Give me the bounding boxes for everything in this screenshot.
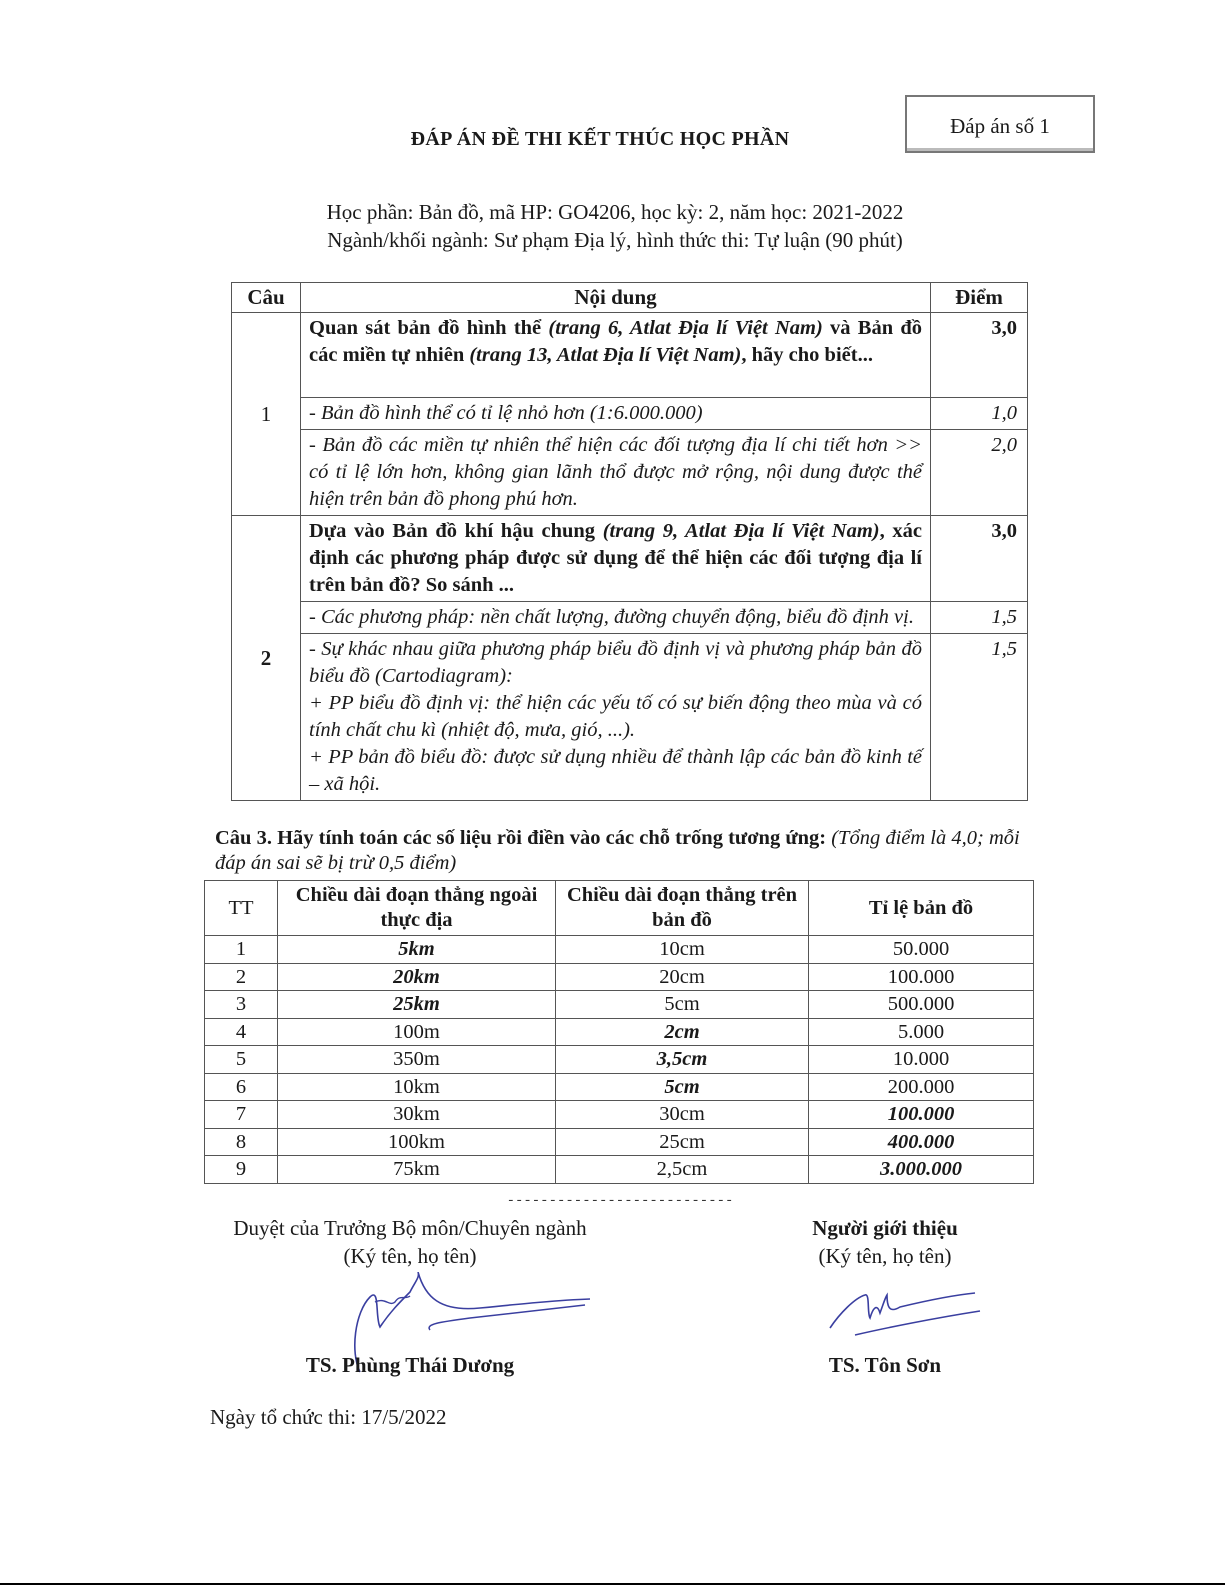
cell-scale: 50.000 <box>809 936 1034 964</box>
cell-map-length: 3,5cm <box>556 1046 809 1074</box>
q2-ref: (trang 9, Atlat Địa lí Việt Nam) <box>602 520 880 542</box>
q3-instruction <box>215 826 1035 876</box>
sign-instruction-left: (Ký tên, họ tên) <box>343 1244 477 1268</box>
cell-field-length: 10km <box>278 1073 556 1101</box>
cell-map-length: 2cm <box>556 1018 809 1046</box>
cell-field-length: 25km <box>278 991 556 1019</box>
separator-line: --------------------------- <box>506 1193 734 1209</box>
q1-answer-1-points: 1,0 <box>931 398 1028 430</box>
cell-tt: 5 <box>205 1046 278 1074</box>
document-title: ĐÁP ÁN ĐỀ THI KẾT THÚC HỌC PHẦN <box>410 128 790 150</box>
q1-question-row <box>232 313 1028 398</box>
header-field-length: Chiều dài đoạn thẳng ngoài thực địa <box>278 881 556 936</box>
cell-tt: 9 <box>205 1156 278 1184</box>
q2-answer-2-line-2: + PP biểu đồ định vị: thể hiện các yếu tố có sự biến động theo mùa và có tính chất chu kì (nhiệt độ, mưa, gió, ...). <box>309 692 922 741</box>
q1-ref-a: (trang 6, Atlat Địa lí Việt Nam) <box>548 317 823 339</box>
q1-answer-row <box>232 430 1028 516</box>
table-row <box>205 1046 1034 1074</box>
table-row <box>205 936 1034 964</box>
q1-text-b: và Bản đồ các miền tự nhiên <box>309 317 923 366</box>
cell-field-length: 100km <box>278 1128 556 1156</box>
cell-scale: 200.000 <box>809 1073 1034 1101</box>
signer-role-left: Duyệt của Trưởng Bộ môn/Chuyên ngành <box>233 1216 587 1240</box>
signer-role-right: Người giới thiệu <box>812 1216 958 1240</box>
cell-scale: 10.000 <box>809 1046 1034 1074</box>
cell-tt: 8 <box>205 1128 278 1156</box>
cell-map-length: 10cm <box>556 936 809 964</box>
exam-date: Ngày tổ chức thi: 17/5/2022 <box>210 1405 447 1429</box>
q2-answer-1-points: 1,5 <box>931 602 1028 634</box>
cell-field-length: 30km <box>278 1101 556 1129</box>
q2-answer-2 <box>301 634 931 801</box>
answer-key-number-box: Đáp án số 1 <box>905 95 1095 153</box>
header-content: Nội dung <box>301 283 931 313</box>
signer-name-right: TS. Tôn Sơn <box>828 1353 942 1377</box>
cell-scale: 3.000.000 <box>809 1156 1034 1184</box>
cell-map-length: 5cm <box>556 1073 809 1101</box>
cell-tt: 4 <box>205 1018 278 1046</box>
answer-table-q1-q2 <box>231 282 1028 801</box>
table-row <box>205 1073 1034 1101</box>
q1-answer-2: - Bản đồ các miền tự nhiên thể hiện các đối tượng địa lí chi tiết hơn >> có tỉ lệ lớn hơn, không gian lãnh thổ được mở rộng, nội dung được thể hiện trên bản đồ phong phú hơn. <box>301 430 931 516</box>
header-scale: Tỉ lệ bản đồ <box>809 881 1034 936</box>
table-row <box>205 1018 1034 1046</box>
table-row <box>205 963 1034 991</box>
cell-tt: 7 <box>205 1101 278 1129</box>
cell-map-length: 25cm <box>556 1128 809 1156</box>
table-row <box>205 1128 1034 1156</box>
table-header-row <box>232 283 1028 313</box>
q2-question <box>301 516 931 602</box>
q2-text-a: Dựa vào Bản đồ khí hậu chung <box>309 520 603 542</box>
signature-block-right <box>760 1214 1010 1270</box>
signer-name-left: TS. Phùng Thái Dương <box>305 1353 515 1377</box>
table-header-row <box>205 881 1034 936</box>
q2-answer-1: - Các phương pháp: nền chất lượng, đường chuyển động, biểu đồ định vị. <box>301 602 931 634</box>
q3-text: . Hãy tính toán các số liệu rồi điền vào các chỗ trống tương ứng: <box>266 827 832 849</box>
cell-tt: 3 <box>205 991 278 1019</box>
cell-tt: 1 <box>205 936 278 964</box>
q1-question <box>301 313 931 398</box>
q2-answer-row <box>232 634 1028 801</box>
q2-question-row <box>232 516 1028 602</box>
q1-points: 3,0 <box>931 313 1028 398</box>
q2-answer-row <box>232 602 1028 634</box>
cell-map-length: 2,5cm <box>556 1156 809 1184</box>
cell-scale: 500.000 <box>809 991 1034 1019</box>
course-info-block <box>200 198 1030 254</box>
cell-scale: 100.000 <box>809 1101 1034 1129</box>
header-points: Điểm <box>931 283 1028 313</box>
cell-scale: 100.000 <box>809 963 1034 991</box>
q1-answer-1: - Bản đồ hình thể có tỉ lệ nhỏ hơn (1:6.000.000) <box>301 398 931 430</box>
cell-tt: 2 <box>205 963 278 991</box>
q2-answer-2-line-3: + PP bản đồ biểu đồ: được sử dụng nhiều để thành lập các bản đồ kinh tế – xã hội. <box>309 746 922 795</box>
cell-map-length: 30cm <box>556 1101 809 1129</box>
q1-answer-2-points: 2,0 <box>931 430 1028 516</box>
q2-answer-2-line-1: - Sự khác nhau giữa phương pháp biểu đồ định vị và phương pháp bản đồ biểu đồ (Cartodiagram): <box>309 638 922 687</box>
cell-scale: 5.000 <box>809 1018 1034 1046</box>
course-info: Học phần: Bản đồ, mã HP: GO4206, học kỳ: 2, năm học: 2021-2022 <box>326 200 904 224</box>
q3-label: Câu 3 <box>215 827 267 849</box>
cell-map-length: 5cm <box>556 991 809 1019</box>
q1-number: 1 <box>232 313 301 516</box>
q1-text-c: , hãy cho biết... <box>741 344 873 366</box>
q2-answer-2-points: 1,5 <box>931 634 1028 801</box>
cell-scale: 400.000 <box>809 1128 1034 1156</box>
q1-ref-b: (trang 13, Atlat Địa lí Việt Nam) <box>469 344 742 366</box>
handwritten-signature-right <box>825 1283 985 1343</box>
header-tt: TT <box>205 881 278 936</box>
q3-note: (Tổng điểm là 4,0; mỗi đáp án sai sẽ bị trừ 0,5 điểm) <box>215 827 1020 874</box>
q2-points: 3,0 <box>931 516 1028 602</box>
cell-field-length: 100m <box>278 1018 556 1046</box>
cell-map-length: 20cm <box>556 963 809 991</box>
q1-answer-row <box>232 398 1028 430</box>
table-row <box>205 991 1034 1019</box>
sign-instruction-right: (Ký tên, họ tên) <box>818 1244 952 1268</box>
header-map-length: Chiều dài đoạn thẳng trên bản đồ <box>556 881 809 936</box>
header-question: Câu <box>232 283 301 313</box>
cell-field-length: 20km <box>278 963 556 991</box>
signature-block-left <box>205 1214 615 1270</box>
table-row <box>205 1156 1034 1184</box>
map-scale-table <box>204 880 1034 1184</box>
q2-text-b: , xác định các phương pháp được sử dụng để thể hiện các đối tượng địa lí trên bản đồ? So sánh ... <box>309 520 922 596</box>
cell-tt: 6 <box>205 1073 278 1101</box>
q1-text-a: Quan sát bản đồ hình thể <box>309 317 549 339</box>
cell-field-length: 350m <box>278 1046 556 1074</box>
cell-field-length: 5km <box>278 936 556 964</box>
cell-field-length: 75km <box>278 1156 556 1184</box>
major-info: Ngành/khối ngành: Sư phạm Địa lý, hình thức thi: Tự luận (90 phút) <box>327 228 903 252</box>
q2-number: 2 <box>232 516 301 801</box>
table-row <box>205 1101 1034 1129</box>
